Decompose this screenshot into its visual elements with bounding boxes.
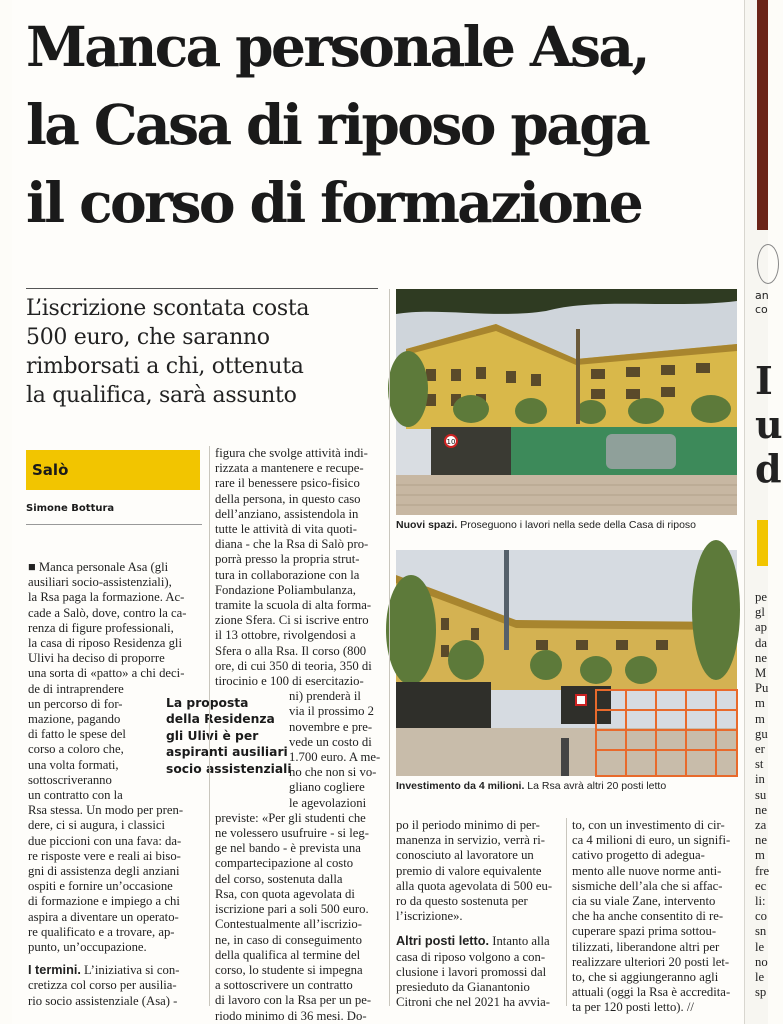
text-line: clusione i lavori promossi dal	[396, 964, 547, 979]
pullquote-line: socio assistenziali	[166, 761, 292, 776]
text-line: ■ Manca personale Asa (gli	[28, 560, 169, 574]
adjacent-heading: d	[755, 446, 782, 491]
adjacent-line: M	[755, 666, 767, 681]
text-line: premio di valore equivalente	[396, 863, 542, 878]
text-line: un percorso di for-	[28, 696, 123, 711]
text-line: novembre e pre-	[289, 719, 373, 734]
text-line: ore, di cui 350 di teoria, 350 di	[215, 658, 372, 673]
text-line: ausiliari socio-assistenziali),	[28, 575, 172, 590]
text-line: Sfera o alla Rsa. Il corso (800	[215, 643, 367, 658]
caption-text: La Rsa avrà altri 20 posti letto	[527, 780, 667, 792]
text-line: una sorta di «patto» a chi deci-	[28, 666, 185, 681]
text-line: la Rsa paga la formazione. Ac-	[28, 590, 185, 605]
adjacent-line: da	[755, 635, 767, 650]
text-line: di lavoro con la Rsa per un pe-	[215, 993, 372, 1008]
text-line: le agevolazioni	[289, 795, 367, 810]
divider	[26, 288, 378, 289]
subhead-line: 500 euro, che saranno	[26, 325, 270, 350]
text-line: ro da questo sostenuta per	[396, 894, 528, 909]
article-column-1	[28, 560, 204, 1009]
adjacent-line: m	[755, 696, 765, 711]
text-line: tirocinio e 100 di esercitazio-	[215, 674, 364, 689]
building-photo-illustration	[396, 550, 737, 776]
text-line: mento alle nuove norme anti-	[572, 863, 722, 878]
caption-text: Proseguono i lavori nella sede della Casa di riposo	[460, 519, 696, 531]
text-line: ta per 120 posti letto). //	[572, 1000, 694, 1015]
text-line: tilizzati, liberandone altri per	[572, 939, 720, 954]
adjacent-line: ec	[755, 878, 767, 893]
adjacent-line: sp	[755, 985, 767, 1000]
text-line	[396, 934, 560, 949]
text-line: Contestualmente all’iscrizio-	[215, 917, 362, 932]
paragraph-gap	[28, 955, 204, 963]
column-divider	[209, 446, 210, 1006]
text-line: Rsa stessa. Un modo per pren-	[28, 803, 184, 818]
divider	[26, 524, 202, 525]
text-line: to, con un investimento di cir-	[572, 818, 725, 832]
text-line: cuperare spazi prima sottou-	[572, 924, 717, 939]
text-fragment: L’iniziativa si con-	[84, 963, 180, 978]
adjacent-line: ne	[755, 802, 767, 817]
text-line: della persona, in questo caso	[215, 491, 361, 506]
text-line: tura in collaborazione con la	[215, 567, 360, 582]
text-line: riodo minimo di 36 mesi. Do-	[215, 1008, 367, 1023]
text-line: manenza in servizio, verrà ri-	[396, 833, 546, 848]
text-line: re qualificato e a trovare, ap-	[28, 924, 175, 939]
text-line: che ha anche consentito di re-	[572, 909, 724, 924]
text-line: due piccioni con una fava: da-	[28, 833, 182, 848]
text-line: Rsa, con quota agevolata di	[215, 886, 355, 901]
text-line: del corso, sostenuta dalla	[215, 871, 343, 886]
author-byline: Simone Bottura	[26, 503, 115, 514]
text-line: aspira a diventare un operato-	[28, 909, 179, 924]
text-line: zione Sfera. Ci si iscrive entro	[215, 613, 369, 628]
adjacent-line: za	[755, 818, 767, 833]
text-line: rio socio assistenziale (Asa) -	[28, 993, 178, 1008]
adjacent-line: ap	[755, 620, 767, 635]
building-photo-illustration	[396, 289, 737, 515]
text-line: a sottoscrivere un contratto	[215, 978, 353, 993]
adjacent-line: li:	[755, 894, 766, 909]
adjacent-line: m	[755, 711, 765, 726]
text-line: po il periodo minimo di per-	[396, 818, 540, 832]
text-line: casa di riposo volgono a con-	[396, 949, 546, 964]
building-photo	[396, 289, 737, 515]
text-line: ca 4 milioni di euro, un signifi-	[572, 833, 731, 848]
text-line: ge nel bando - è prevista una	[215, 841, 361, 856]
paragraph-gap	[396, 924, 560, 934]
text-line: cade a Salò, dove, contro la ca-	[28, 605, 187, 620]
adjacent-line: Pu	[755, 681, 769, 696]
adjacent-line: st	[755, 757, 764, 772]
text-line: sismiche dell’ala che si affac-	[572, 878, 723, 893]
text-line: re risposte vere e reali ai biso-	[28, 848, 181, 863]
text-line: Fondazione Poliambulanza,	[215, 582, 356, 597]
text-line: la casa di riposo Residenza gli	[28, 636, 182, 651]
text-line: ne, in caso di conseguimento	[215, 932, 362, 947]
adjacent-text: an	[755, 289, 769, 302]
adjacent-heading: u	[755, 402, 783, 447]
text-line: via il prossimo 2	[289, 704, 374, 719]
text-line: punto, un’occupazione.	[28, 940, 147, 955]
article-column-3	[396, 818, 560, 1010]
adjacent-icon	[757, 244, 779, 284]
text-line: vede un costo di	[289, 734, 372, 749]
pullquote-line: aspiranti ausiliari	[166, 745, 288, 760]
adjacent-line: co	[755, 909, 767, 924]
text-line: rare il benessere psico-fisico	[215, 476, 360, 491]
adjacent-line: no	[755, 954, 768, 969]
adjacent-line: sn	[755, 924, 767, 939]
text-line: il 13 ottobre, rivolgendosi a	[215, 628, 356, 643]
adjacent-line: gl	[755, 605, 765, 620]
adjacent-line: gu	[755, 726, 768, 741]
text-line: conosciuto al lavoratore un	[396, 848, 534, 863]
text-line: rizzata a mantenere e recupe-	[215, 461, 364, 476]
text-line: di fatto le spese del	[28, 727, 126, 742]
text-line: alla quota agevolata di 500 eu-	[396, 878, 553, 893]
text-line: un contratto con la	[28, 788, 123, 803]
adjacent-heading: I	[755, 358, 773, 403]
text-line: 1.700 euro. A me-	[289, 750, 381, 765]
headline	[26, 8, 726, 242]
headline-line: la Casa di riposo paga	[26, 92, 649, 157]
text-line: previste: «Per gli studenti che	[215, 810, 366, 825]
adjacent-line: ne	[755, 833, 767, 848]
text-line: no che non si vo-	[289, 765, 377, 780]
text-line: Ulivi ha deciso di proporre	[28, 651, 165, 666]
newspaper-page	[12, 0, 745, 1024]
text-fragment: Intanto alla	[492, 934, 550, 949]
text-line: ospiti e fornire un’occasione	[28, 879, 173, 894]
text-line: sottoscriveranno	[28, 772, 112, 787]
text-line: l’iscrizione».	[396, 909, 463, 924]
adjacent-line: m	[755, 848, 765, 863]
text-line: dell’anziano, assistendola in	[215, 506, 359, 521]
subhead-line: L’iscrizione scontata costa	[26, 296, 310, 321]
text-line: cativo progetto di adegua-	[572, 848, 705, 863]
article-column-4	[572, 818, 738, 1016]
headline-line: Manca personale Asa,	[26, 14, 648, 79]
text-line: ne volessero usufruire - si leg-	[215, 826, 369, 841]
adjacent-line: ne	[755, 650, 767, 665]
text-line: tutte le attività di vita quoti-	[215, 522, 357, 537]
adjacent-line: er	[755, 742, 765, 757]
text-line: gliano cogliere	[289, 780, 365, 795]
adjacent-line: fre	[755, 863, 770, 878]
photo-caption	[396, 780, 666, 792]
text-line: corso, lo studente si impegna	[215, 962, 363, 977]
section-tag: Salò	[26, 450, 200, 490]
column-divider	[389, 289, 390, 1006]
pullquote-line: gli Ulivi è per	[166, 728, 259, 743]
adjacent-line: su	[755, 787, 767, 802]
headline-line: il corso di formazione	[26, 170, 642, 235]
text-line: ni) prenderà il	[289, 689, 361, 704]
text-line: presieduto da Gianantonio	[396, 980, 530, 995]
text-line: cretizza col corso per ausilia-	[28, 978, 177, 993]
subhead-line: la qualifica, sarà assunto	[26, 383, 297, 408]
adjacent-line: in	[755, 772, 765, 787]
adjacent-photo	[757, 0, 768, 230]
text-line: figura che svolge attività indi-	[215, 446, 368, 460]
text-line: Citroni che nel 2021 ha avvia-	[396, 995, 550, 1010]
text-line: tramite la scuola di alta forma-	[215, 598, 372, 613]
adjacent-column	[755, 590, 769, 1000]
text-line: to, che si aggiungeranno agli	[572, 970, 719, 985]
adjacent-text: co	[755, 303, 768, 316]
building-photo	[396, 550, 737, 776]
text-line: una volta formati,	[28, 757, 119, 772]
article-column-2	[215, 446, 381, 1024]
adjacent-page-edge	[745, 0, 783, 1024]
pullquote-line: della Residenza	[166, 712, 275, 727]
text-line: compartecipazione al costo	[215, 856, 354, 871]
text-line: porrà presso la propria strut-	[215, 552, 360, 567]
column-divider	[566, 818, 567, 1006]
caption-lead: Nuovi spazi.	[396, 519, 458, 531]
text-line: de di intraprendere	[28, 681, 124, 696]
text-line: mazione, pagando	[28, 712, 121, 727]
text-line: della qualifica al termine del	[215, 947, 361, 962]
pullquote-line: La proposta	[166, 696, 249, 710]
photo-caption	[396, 519, 696, 531]
subheadline	[26, 294, 378, 410]
text-line: di formazione e impiego a chi	[28, 894, 180, 909]
text-line: diana - che la Rsa di Salò pro-	[215, 537, 369, 552]
text-line: attuali (oggi la Rsa è accredita-	[572, 985, 731, 1000]
adjacent-line: le	[755, 970, 765, 985]
adjacent-line: le	[755, 939, 765, 954]
speed-sign-text: 10	[446, 438, 456, 446]
caption-lead: Investimento da 4 milioni.	[396, 780, 525, 792]
text-line: renza di figure professionali,	[28, 620, 174, 635]
adjacent-tag	[757, 520, 768, 566]
text-line: iscrizione pari a soli 500 euro.	[215, 902, 369, 917]
text-line: realizzare ulteriori 20 posti let-	[572, 954, 730, 969]
text-line	[28, 963, 204, 978]
text-line: corso a coloro che,	[28, 742, 124, 757]
section-lead: I termini.	[28, 963, 81, 978]
text-line: dere, ci si augura, i classici	[28, 818, 166, 833]
text-line: cia su viale Zane, intervento	[572, 894, 716, 909]
adjacent-line: pe	[755, 590, 767, 604]
subhead-line: rimborsati a chi, ottenuta	[26, 354, 304, 379]
section-lead: Altri posti letto.	[396, 934, 490, 949]
text-line: gni di assistenza degli anziani	[28, 864, 180, 879]
